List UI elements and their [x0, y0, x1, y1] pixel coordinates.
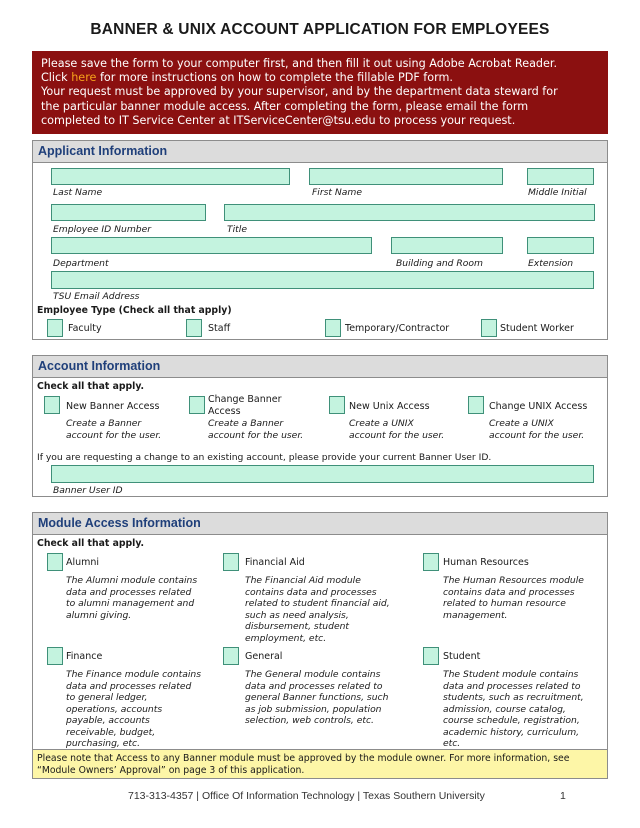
change-banner-access-description: Create a Banner account for the user.: [208, 418, 304, 441]
change-banner-access-label: Change Banner Access: [208, 394, 282, 417]
change-unix-access-description: Create a UNIX account for the user.: [489, 418, 585, 441]
new-banner-access-description: Create a Banner account for the user.: [66, 418, 162, 441]
human-resources-description: The Human Resources module contains data and processes related to human resource management.: [443, 575, 584, 621]
building-room-field[interactable]: [391, 237, 503, 254]
finance-checkbox[interactable]: [47, 647, 63, 665]
student-worker-label: Student Worker: [500, 323, 574, 334]
notice-line-1: Please save the form to your computer first, and then fill it out using Adobe Acrobat Reader.: [41, 57, 558, 70]
instructions-link[interactable]: here: [71, 71, 97, 85]
temporary-contractor-checkbox[interactable]: [325, 319, 341, 337]
page-number: 1: [560, 790, 566, 802]
student-checkbox[interactable]: [423, 647, 439, 665]
staff-label: Staff: [208, 323, 231, 334]
change-note: If you are requesting a change to an existing account, please provide your current Banner User ID.: [37, 452, 492, 463]
new-banner-access-label: New Banner Access: [66, 401, 160, 412]
temporary-contractor-label: Temporary/Contractor: [345, 323, 450, 334]
staff-checkbox[interactable]: [186, 319, 202, 337]
account-heading: Account Information: [33, 356, 607, 378]
approval-note-line-2: “Module Owners’ Approval” on page 3 of this application.: [37, 764, 305, 776]
notice-line-3: Your request must be approved by your supervisor, and by the department data steward for: [41, 85, 558, 99]
change-unix-access-checkbox[interactable]: [468, 396, 484, 414]
extension-caption: Extension: [528, 258, 574, 269]
module-check-all: Check all that apply.: [37, 538, 145, 549]
employee-id-field[interactable]: [51, 204, 206, 221]
finance-description: The Finance module contains data and processes related to general ledger, operations, accounts payable, accounts receivable, budget, purchasing, etc.: [66, 669, 201, 749]
new-unix-access-label: New Unix Access: [349, 401, 430, 412]
department-field[interactable]: [51, 237, 372, 254]
new-unix-access-checkbox[interactable]: [329, 396, 345, 414]
human-resources-label: Human Resources: [443, 557, 529, 568]
banner-user-id-field[interactable]: [51, 465, 594, 483]
financial-aid-checkbox[interactable]: [223, 553, 239, 571]
change-banner-access-checkbox[interactable]: [189, 396, 205, 414]
account-check-all: Check all that apply.: [37, 381, 145, 392]
first-name-caption: First Name: [312, 187, 363, 198]
email-field[interactable]: [51, 271, 594, 289]
page-title: BANNER & UNIX ACCOUNT APPLICATION FOR EMPLOYEES: [90, 21, 550, 38]
middle-initial-field[interactable]: [527, 168, 594, 185]
applicant-heading: Applicant Information: [33, 141, 607, 163]
general-label: General: [245, 651, 283, 662]
student-description: The Student module contains data and processes related to students, such as recruitment, admission, course catalog, course schedule, registration, academic history, curriculum, etc.: [443, 669, 584, 749]
faculty-checkbox[interactable]: [47, 319, 63, 337]
new-unix-access-description: Create a UNIX account for the user.: [349, 418, 445, 441]
email-caption: TSU Email Address: [53, 291, 140, 302]
approval-note: [32, 749, 608, 779]
general-checkbox[interactable]: [223, 647, 239, 665]
applicant-section: [32, 140, 608, 340]
extension-field[interactable]: [527, 237, 594, 254]
module-section: [32, 512, 608, 750]
notice-line-5: completed to IT Service Center at ITServiceCenter@tsu.edu to process your request.: [41, 113, 516, 127]
banner-user-id-caption: Banner User ID: [53, 485, 123, 496]
student-worker-checkbox[interactable]: [481, 319, 497, 337]
human-resources-checkbox[interactable]: [423, 553, 439, 571]
building-room-caption: Building and Room: [396, 258, 483, 269]
alumni-checkbox[interactable]: [47, 553, 63, 571]
approval-note-line-1: Please note that Access to any Banner module must be approved by the module owner. For more information, see: [37, 753, 570, 764]
employee-type-label: Employee Type (Check all that apply): [37, 305, 232, 316]
instructions-notice: [32, 51, 608, 134]
account-section: [32, 355, 608, 497]
financial-aid-description: The Financial Aid module contains data and processes related to student financial aid, such as need analysis, disbursement, student employment, etc.: [245, 575, 390, 644]
first-name-field[interactable]: [309, 168, 503, 185]
footer-contact: 713-313-4357 | Office Of Information Technology | Texas Southern University: [128, 790, 485, 802]
last-name-field[interactable]: [51, 168, 290, 185]
title-caption: Title: [227, 224, 247, 235]
middle-initial-caption: Middle Initial: [528, 187, 587, 198]
change-unix-access-label: Change UNIX Access: [489, 401, 588, 412]
module-heading: Module Access Information: [33, 513, 607, 535]
faculty-label: Faculty: [68, 323, 102, 334]
notice-line-4: the particular banner module access. After completing the form, please email the form: [41, 99, 529, 113]
financial-aid-label: Financial Aid: [245, 557, 305, 568]
department-caption: Department: [53, 258, 109, 269]
general-description: The General module contains data and processes related to general Banner functions, such as job submission, population selection, web controls, etc.: [245, 669, 389, 726]
alumni-label: Alumni: [66, 557, 100, 568]
last-name-caption: Last Name: [53, 187, 103, 198]
notice-line-2: Click here for more instructions on how to complete the fillable PDF form.: [41, 71, 453, 85]
finance-label: Finance: [66, 651, 103, 662]
new-banner-access-checkbox[interactable]: [44, 396, 60, 414]
title-field[interactable]: [224, 204, 595, 221]
alumni-description: The Alumni module contains data and processes related to alumni management and alumni giving.: [66, 575, 198, 621]
student-label: Student: [443, 651, 481, 662]
employee-id-caption: Employee ID Number: [53, 224, 152, 235]
